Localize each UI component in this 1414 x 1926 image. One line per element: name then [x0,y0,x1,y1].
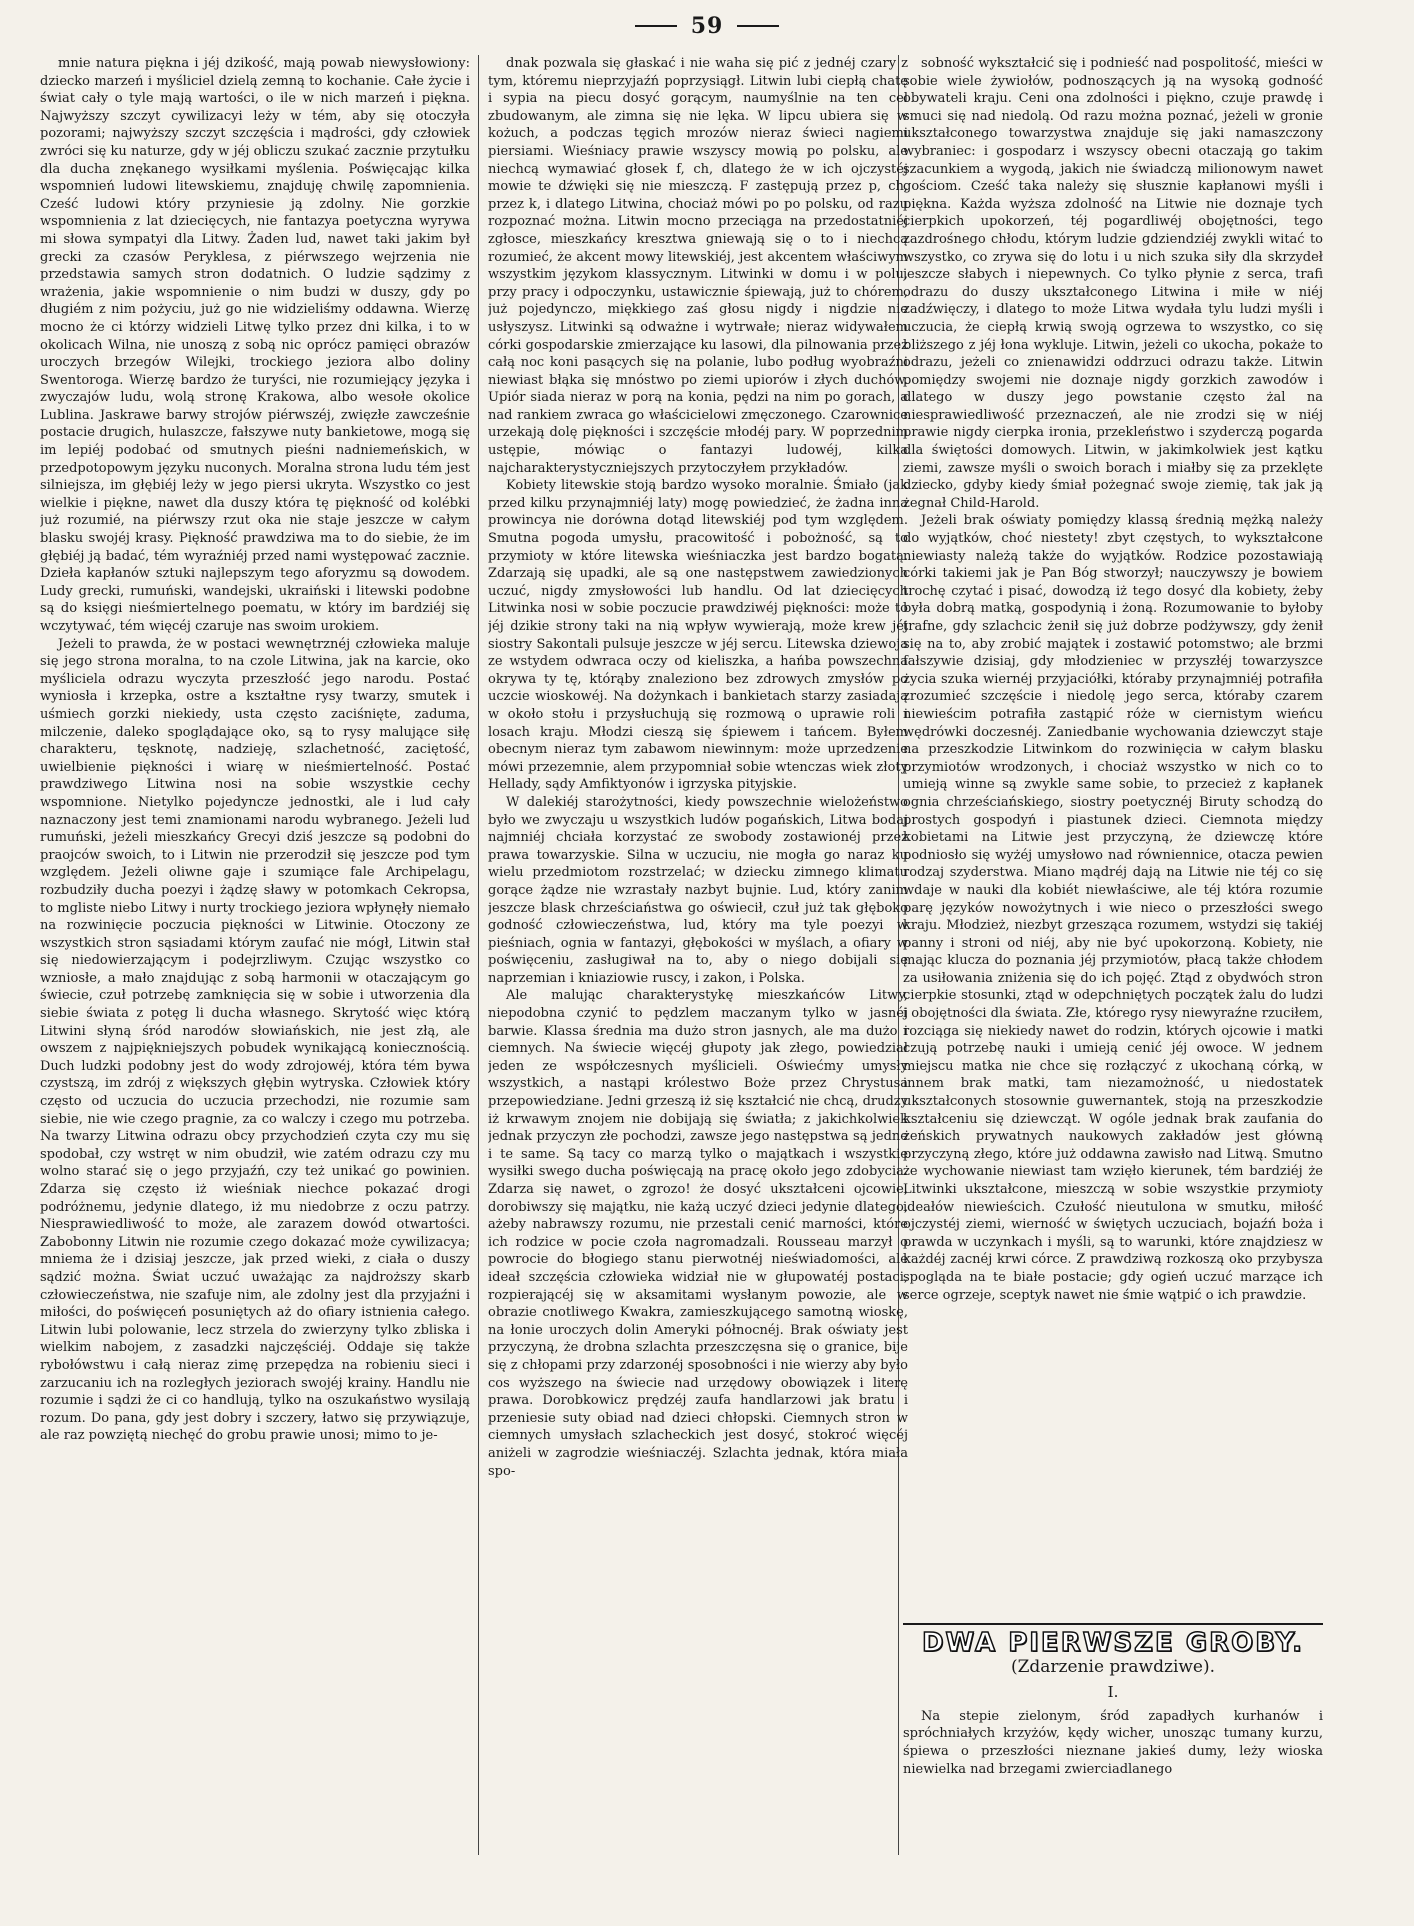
story-title: DWA PIERWSZE GROBY. [921,1628,1305,1658]
paragraph: Ale malując charakterystykę mieszkańców Litwy, niepodobna czynić to pędzlem maczanym tylko w jasnéj barwie. Klassa średnia ma dużo stron jasnych, ale ma dużo i ciemnych. Na świecie więcéj głupoty jak złego, powiedział jeden ze współczesnych myślicieli. Oświećmy umysły wszystkich, a nastąpi królestwo Boże przez Chrystusa przepowiedziane. Jedni grzeszą iż się kształcić nie chcą, drudzy iż krwawym znojem nie dobijają się światła; z jakichkolwiek jednak przyczyn złe pochodzi, zawsze jego następstwa są jedne i te same. Są tacy co marzą tylko o majątkach i wszystkie wysiłki swego ducha poświęcają na pracę około jego zdobycia. Zdarza się nawet, o zgrozo! że dosyć ukształceni ojcowie, dorobiwszy się majątku, nie każą uczyć dzieci jedynie dlatego, ażeby nabrawszy rozumu, nie przestali cenić marności, które ich rodzice w pocie czoła nagromadzali. Rousseau marzył o powrocie do błogiego stanu pierwotnéj nieświadomości, ale ideał szczęścia człowieka widział nie w głupowatéj postaci, rozpierającéj się w aksamitami wysłanym powozie, ale w obrazie cnotliwego Kwakra, zamieszkującego samotną wioskę, na łonie uroczych dolin Ameryki północnéj. Brak oświaty jest przyczyną, że drobna szlachta przeszczęsna się o granice, bije się z chłopami przy zdarzonéj sposobności i nie wierzy aby było cos wyższego na świecie nad urzędowy obowiązek i literę prawa. Dorobkowicz prędzéj zaufa handlarzowi jak bratu i przeniesie suty obiad nad dzieci chłopski. Ciemnych stron w ciemnych umysłach szlacheckich jest dosyć, stokroć więcéj aniżeli w zagrodzie wieśniaczéj. Szlachta jednak, która miała spo- [488,988,908,1479]
story-subtitle: (Zdarzenie prawdziwe). [1010,1656,1216,1677]
paragraph: Kobiety litewskie stoją bardzo wysoko moralnie. Śmiało (jak przed kilku przynajmniéj laty) mogę powiedzieć, że żadna inna prowincya nie dorówna dotąd litewskiéj pod tym względem. Smutna pogoda umysłu, pracowitość i pobożność, są to przymioty w które litewska wieśniaczka jest bardzo bogatą. Zdarzają się upadki, ale są one następstwem zawiedzionych uczuć, nigdy zmysłowości lub handlu. Od lat dziecięcych Litwinka nosi w sobie poczucie prawdziwéj piękności: może to jéj dzikie strony taki na nią wpływ wywierają, może krew jéj siostry Sakontali pulsuje jeszcze w jéj sercu. Litewska dziewoja ze wstydem odwraca oczy od kieliszka, a hańba powszechna okrywa ty tę, którąby znaleziono bez zdrowych zmysłów po uczcie wioskowéj. Na dożynkach i bankietach starzy zasiadają w około stołu i przysłuchują się rozmową o uprawie roli i losach kraju. Młodzi cieszą się śpiewem i tańcem. Byłem obecnym nieraz tym zabawom niewinnym: może uprzedzenie mówi przezemnie, alem przypomniał sobie wtenczas wiek złoty Hellady, sądy Amfiktyonów i igrzyska pityjskie. [488,478,908,793]
header-rule-left [635,25,677,27]
text-column-3 [903,55,1323,1855]
paragraph: Jeżeli to prawda, że w postaci wewnętrznéj człowieka maluje się jego strona moralna, to na czole Litwina, jak na karcie, oko myśliciela odrazu wyczyta przeszłość jego narodu. Postać wyniosła i krzepka, ostre a kształtne rysy twarzy, smutek i uśmiech gorzki niekiedy, usta często zaciśnięte, zaduma, milczenie, daleko spoglądające oko, są to rysy malujące siłę charakteru, tęsknotę, nadzieję, szlachetność, zaciętość, uwielbienie piękności i wiarę w nieśmiertelność. Postać prawdziwego Litwina nosi na sobie wszystkie cechy wspomnione. Nietylko pojedyncze jednostki, ale i lud cały naznaczony jest temi znamionami narodu wybranego. Jeżeli lud rumuński, jeżeli mieszkańcy Grecyi dziś jeszcze są podobni do praojców swoich, to i Litwin nie przerodził się jeszcze pod tym względem. Jeżeli oliwne gaje i szumiące fale Archipelagu, rozbudziły ducha poezyi i żądzę sławy w potomkach Cekropsa, to mgliste niebo Litwy i nurty trockiego jeziora wpłynęły niemało na rozwinięcie poczucia piękności w Litwinie. Otoczony ze wszystkich stron sąsiadami którym zaufać nie mógł, Litwin stał się niedowierzającym i podejrzliwym. Czując wszystko co wzniosłe, a mało znajdując z sobą harmonii w otaczającym go świecie, czuł potrzebę zamknięcia się w sobie i utworzenia dla siebie świata z potęg li ducha własnego. Skrytość więc którą Litwini słyną śród narodów słowiańskich, nie jest złą, ale owszem z najpiękniejszych pobudek wynikającą koniecznością. Duch ludzki podobny jest do wody zdrojowéj, która tém bywa czystszą, im zdrój z większych głębin wytryska. Człowiek który często od uczucia do uczucia przechodzi, nie rozumie sam siebie, nie wie czego pragnie, za co walczy i czego mu potrzeba. Na twarzy Litwina odrazu obcy przychodzień czyta czy mu się spodobał, czy wstręt w nim obudził, wie zatém odrazu czy mu wolno starać się o jego przyjaźń, czy też unikać go powinien. Zdarza się często iż wieśniak niechce pokazać drogi podróżnemu, jedynie dlatego, iż mu niedobrze z oczu patrzy. Niesprawiedliwość to może, ale zarazem dowód otwartości. Zabobonny Litwin nie rozumie czego dokazać może cywilizacya; mniema że i dzisiaj jeszcze, jak przed wieki, z ciała o duszy sądzić można. Świat uczuć uważając za najdroższy skarb człowieczeństwa, nie szafuje nim, ale zdolny jest dla przyjaźni i miłości, do poświęceń posuniętych aż do ofiary istnienia całego. Litwin lubi polowanie, lecz strzela do zwierzyny tylko zbliska i wielkim nabojem, z zasadzki najczęściéj. Oddaje się także rybołówstwu i całą nieraz zimę przepędza na robieniu sieci i zarzucaniu ich na rozległych jeziorach swojéj krainy. Handlu nie rozumie i sądzi że ci co handlują, tylko na oszukaństwo wysilają rozum. Do pana, gdy jest dobry i szczery, łatwo się przywiązuje, ale raz powziętą niechęć do grobu prawie unosi; mimo to je- [40,636,470,1444]
text-column-2 [488,55,908,1855]
page-header [0,6,1414,46]
story-paragraph: Na stepie zielonym, śród zapadłych kurhanów i spróchniałych krzyżów, kędy wicher, unosząc tumany kurzu, śpiewa o przeszłości nieznane jakieś dumy, leży wioska niewielka nad brzegami zwierciadlanego [903,1708,1323,1777]
section-number: I. [1107,1683,1119,1702]
column-3-body [903,55,1323,1615]
section-divider [903,1623,1323,1625]
paragraph: sobność wykształcić się i podnieść nad pospolitość, mieści w sobie wiele żywiołów, podnoszących ją na wysoką godność obywateli kraju. Ceni ona zdolności i piękno, czuje prawdę i smuci się nad niedolą. Od razu można poznać, jeżeli w gronie ukształconego towarzystwa znajduje się jaki namaszczony wybraniec: i gospodarz i wszyscy obecni otaczają go takim szacunkiem a wygodą, jakich nie świadczą milionowym nawet gościom. Cześć taka należy się słusznie kapłanowi myśli i piękna. Każda wyższa zdolność na Litwie nie doznaje tych cierpkich upokorzeń, téj pogardliwéj obojętności, tego zazdrośnego chłodu, którym ludzie gdziendziéj zwykli witać to wszystko, co zrywa się do lotu i u nich szuka siły dla skrzydeł jeszcze słabych i niepewnych. Co tylko płynie z serca, trafi odrazu do duszy ukształconego Litwina i miłe w niéj zadźwięczy, i dlatego to może Litwa wydała tylu ludzi myśli i uczucia, że ciepłą krwią swoją ogrzewa to wszystko, co się bliższego z jéj łona wykluje. Litwin, jeżeli co ukocha, pokaże to odrazu, jeżeli co znienawidzi oddrzuci odrazu także. Litwin pomiędzy swojemi nie doznaje nigdy gorzkich zawodów i dlatego w duszy jego powstanie często żal na niesprawiedliwość przeznaczeń, ale nie zrodzi się w niéj prawie nigdy cierpka ironia, przekleństwo i szyderczą pogarda dla świętości domowych. Litwin, w jakimkolwiek jest kątku ziemi, zawsze myśli o swoich borach i miałby się za przeklęte dziecko, gdyby kiedy śmiał pożegnać swoje ziemię, tak jak ją żegnał Child-Harold. [903,56,1323,511]
text-column-1 [40,55,470,1855]
paragraph: W dalekiéj starożytności, kiedy powszechnie wielożeństwo było we zwyczaju u wszystkich ludów pogańskich, Litwa bodaj najmniéj chciała korzystać ze swobody zostawionéj przez prawa towarzyskie. Silna w uczuciu, nie mogła go naraz ku wielu przedmiotom rozstrzelać; w dziecku zimnego klimatu gorące żądze nie wzrastały nazbyt bujnie. Lud, który zanim jeszcze blask chrześciaństwa go oświecił, czuł już tak głęboko godność człowieczeństwa, lud, który ma tyle poezyi w pieśniach, ognia w fantazyi, głębokości w myślach, a ofiary w poświęceniu, zasługiwał na to, aby o niego dobijali się naprzemian i kniaziowie ruscy, i zakon, i Polska. [488,794,908,986]
column-divider [478,55,479,1855]
paragraph: dnak pozwala się głaskać i nie waha się pić z jednéj czary z tym, któremu nieprzyjaźń poprzysiągł. Litwin lubi ciepłą chatę i sypia na piecu dosyć gorącym, naumyślnie na ten cel zbudowanym, ale zimna się nie lęka. W lipcu ubiera się w kożuch, a podczas tęgich mrozów nieraz świeci nagiemi piersiami. Wieśniacy prawie wszyscy mowią po polsku, ale niechcą wymawiać głosek f, ch, dlatego że w ich ojczystéj mowie te dźwięki się nie mieszczą. F zastępują przez p, ch, przez k, i dlatego Litwina, chociaż mówi po po polsku, od razu rozpoznać można. Litwin mocno przeciąga na przedostatniéj zgłosce, mieszkańcy kresztwa gniewają się o to i niechcą rozumieć, że akcent mowy litewskiéj, jest akcentem właściwym wszystkim językom klassycznym. Litwinki w domu i w polu, przy pracy i odpoczynku, ustawicznie śpiewają, już to chórem, już pojedynczo, miękkiego zaś głosu nigdy i nigdzie nie usłyszysz. Litwinki są odważne i wytrwałe; nieraz widywałem córki gospodarskie zmierzające ku lasowi, dla pilnowania przez całą noc koni pasących się na polanie, lubo podług wyobraźni niewiast błąka się mnóstwo po ziemi upiorów i złych duchów. Upiór siada nieraz w porą na konia, pędzi na nim po gorach, a nad rankiem zwraca go właścicielowi zmęczonego. Czarownice urzekają dolę piękności i szczęście młodéj pary. W poprzednim ustępie, mówiąc o fantazyi ludowéj, kilka najcharakterystyczniejszych przytoczyłem przykładów. [488,56,908,476]
page-number: 59 [690,13,724,39]
paragraph: mnie natura piękna i jéj dzikość, mają powab niewysłowiony: dziecko marzeń i myśliciel dzielą zemną to kochanie. Całe życie i świat cały o tyle mają wartości, o ile w nich marzeń i piękna. Najwyższy szczyt cywilizacyi leży w tém, aby się otoczyła pozorami; najwyższy szczyt szczęścia i mądrości, gdy człowiek zwróci się ku naturze, gdy w jéj obliczu szukać zacznie przytułku dla ducha znękanego wysiłkami myślenia. Poświęcając kilka wspomnień ludowi litewskiemu, znajduję chwilę zapomnienia. Cześć ludowi który przyniesie ją zdolny. Nie gorzkie wspomnienia z lat dziecięcych, nie fantazya poetyczna wyrywa mi słowa sympatyi dla Litwy. Żaden lud, nawet taki jakim był grecki za czasów Peryklesa, z piérwszego wejrzenia nie przedstawia samych stron dodatnich. O ludzie sądzimy z wrażenia, jakie wspomnienie o nim budzi w duszy, gdy po długiém z nim pożyciu, już go nie widzieliśmy oddawna. Wierzę mocno że ci którzy widzieli Litwę tylko przez dni kilka, i to w okolicach Wilna, nie unoszą z sobą nic oprócz pamięci obrazów uroczych brzegów Wilejki, trockiego jeziora albo doliny Swentoroga. Wierzę bardzo że turyści, nie rozumiejący języka i zwyczajów ludu, wolą stronę Krakowa, albo wesołe okolice Lublina. Jaskrawe barwy strojów piérwszéj, zwięzłe zawcześnie postacie drugich, hulaszcze, fałszywe nuty bankietowe, mogą się im lepiéj podobać od smutnych pieśni nadniemeńskich, w przedpotopowym języku nuconych. Moralna strona ludu tém jest silniejsza, im głębiéj leży w jego piersi ukryta. Wszystko co jest wielkie i piękne, nawet dla duszy która tę piękność od kolébki już rozumié, na piérwszy rzut oka nie staje jeszcze w całym blasku swojéj krasy. Piękność prawdziwa ma to do siebie, że im głębiéj ją badać, tém wyraźniéj przed nami występować zacznie. Dzieła kapłanów sztuki najlepszym tego aforyzmu są dowodem. Ludy grecki, rumuński, wandejski, ukraiński i litewski podobne są do księgi nieśmiertelnego poematu, w który im bardziéj się wczytywać, tém więcéj czaruje nas swoim urokiem. [40,56,470,634]
header-rule-right [737,25,779,27]
paragraph: Jeżeli brak oświaty pomiędzy klassą średnią mężką należy do wyjątków, choć niestety! zbyt częstych, to wykształcone niewiasty należą także do wyjątków. Rodzice pozostawiają córki takiemi jak je Pan Bóg stworzył; nauczywszy je bowiem trochę czytać i pisać, dowodzą iż tego dosyć dla kobiety, żeby była dobrą matką, gospodynią i żoną. Rozumowanie to byłoby trafne, gdy szlachcic żenił się już dobrze podżywszy, gdy żenił się na to, aby zrobić majątek i zostawić potomstwo; ale brzmi fałszywie dzisiaj, gdy młodzieniec w przyszłéj towarzyszce życia szuka wiernéj przyjaciółki, któraby przynajmniéj potrafiła zrozumieć szczęście i niedolę jego serca, któraby czarem niewieścim potrafiła zastąpić róże w ciernistym wieńcu wędrówki doczesnéj. Zaniedbanie wychowania dziewczyt staje na przeszkodzie Litwinkom do rozwinięcia w całym blasku przymiotów wrodzonych, i chociaż wszystko w nich co to umieją winne są zwykle same sobie, to przecież z kapłanek ognia chrześciańskiego, siostry poetycznéj Biruty schodzą do prostych gospodyń i piastunek dzieci. Ciemnota między kobietami na Litwie jest przyczyną, że dziewczę które podniosło się wyżéj umysłowo nad równiennice, otacza pewien rodzaj szyderstwa. Miano mądréj dają na Litwie nie téj co się wdaje w nauki dla kobiét niewłaściwe, ale téj która rozumie parę języków nowożytnych i wie nieco o przeszłości swego kraju. Młodzież, niezbyt grzesząca rozumem, wstydzi się takiéj panny i stroni od niéj, aby nie być upokorzoną. Kobiety, nie mając klucza do poznania jéj przymiotów, płacą także chłodem za usiłowania zniżenia się do ich pojęć. Ztąd z obydwóch stron cierpkie stosunki, ztąd w odepchniętych początek żalu do ludzi i obojętności dla świata. Złe, którego rysy niewyraźne rzuciłem, rozciąga się niekiedy nawet do rodzin, których ojcowie i matki czują potrzebę nauki i umieją cenić jéj owoce. W jednem miejscu matka nie chce się rozłączyć z ukochaną córką, w innem brak matki, tam niezamożność, u niedostatek ukształconych stosownie guwernantek, stoją na przeszkodzie kształceniu się dziewcząt. W ogóle jednak brak zaufania do żeńskich prywatnych naukowych zakładów jest główną przyczyną złego, które już oddawna zawisło nad Litwą. Smutno że wychowanie niewiast tam wzięło kierunek, tém bardziéj że Litwinki ukształcone, mieszczą w sobie wszystkie przymioty ideałów niewieścich. Czułość nieutulona w smutku, miłość ojczystéj ziemi, wierność w świętych uczuciach, bojaźń boża i prawda w uczynkach i myśli, są to warunki, które znajdziesz w każdéj zacnéj krwi córce. Z prawdziwą rozkoszą oko przybysza spogląda na te białe postacie; gdy ogień uczuć marzące ich serce ogrzeje, sceptyk nawet nie śmie wątpić o ich prawdzie. [903,513,1323,1303]
